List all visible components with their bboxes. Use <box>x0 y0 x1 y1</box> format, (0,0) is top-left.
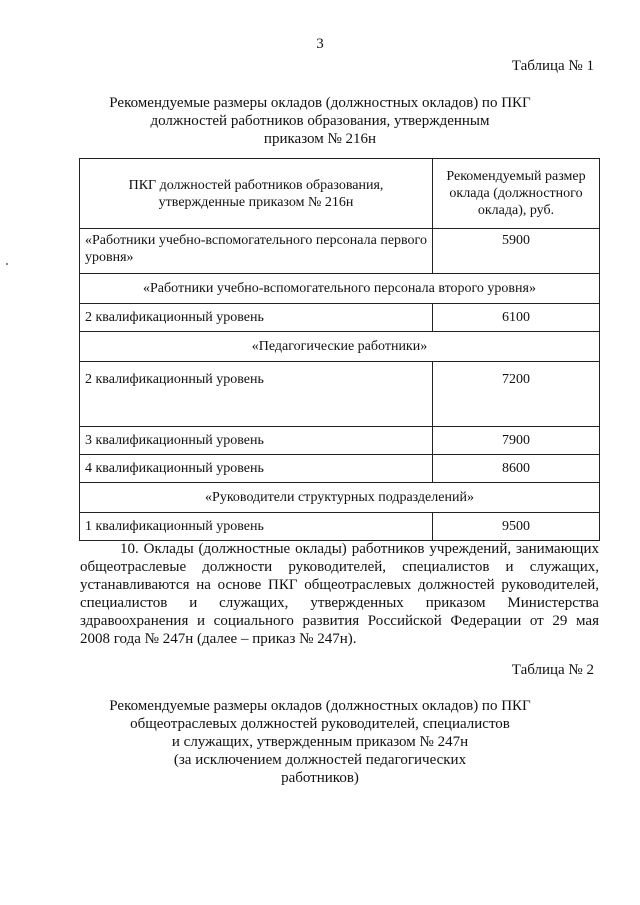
paragraph-10 <box>80 540 599 648</box>
heading-line: приказом № 216н <box>263 131 377 147</box>
table-row <box>80 362 600 427</box>
table-row <box>80 304 600 332</box>
paragraph-line: 2008 года № 247н (далее – приказ № 247н). <box>80 631 357 647</box>
word: и <box>189 595 198 611</box>
table-row <box>80 455 600 483</box>
header-cell-salary: Рекомендуемый размер оклада (должностного оклада), руб. <box>433 159 600 229</box>
salary-table-1 <box>79 158 600 541</box>
heading-line: общеотраслевых должностей руководителей, специалистов <box>130 716 510 732</box>
row-label: «Работники учебно-вспомогательного персонала первого уровня» <box>80 229 433 274</box>
paragraph-line: общеотраслевые должности руководителей, специалистов и служащих, <box>80 559 599 575</box>
paragraph-line: устанавливаются на основе ПКГ общеотраслевых должностей руководителей, <box>80 577 599 593</box>
group-row <box>80 332 600 362</box>
heading-line: должностей работников образования, утвержденным <box>150 113 490 129</box>
table-row <box>80 427 600 455</box>
row-value: 7200 <box>433 362 600 427</box>
table-1-heading <box>80 94 560 148</box>
header-cell-pkg: ПКГ должностей работников образования, утвержденные приказом № 216н <box>80 159 433 229</box>
word: служащих, <box>219 595 289 611</box>
table-2-label: Таблица № 2 <box>511 662 594 678</box>
table-row <box>80 513 600 541</box>
row-label: 4 квалификационный уровень <box>80 455 433 483</box>
row-value: 7900 <box>433 427 600 455</box>
word: утвержденных <box>310 595 404 611</box>
heading-line: (за исключением должностей педагогических <box>173 752 467 768</box>
row-value: 6100 <box>433 304 600 332</box>
row-label: 2 квалификационный уровень <box>80 304 433 332</box>
group-label: «Работники учебно-вспомогательного персонала второго уровня» <box>80 274 600 304</box>
row-label: 1 квалификационный уровень <box>80 513 433 541</box>
heading-line: и служащих, утвержденным приказом № 247н <box>171 734 469 750</box>
scan-artifact <box>6 263 8 265</box>
table-header-row <box>80 159 600 229</box>
row-label: 3 квалификационный уровень <box>80 427 433 455</box>
paragraph-line-spread <box>80 594 599 612</box>
row-value: 8600 <box>433 455 600 483</box>
page-number: 3 <box>316 36 324 52</box>
heading-line: работников) <box>281 770 359 786</box>
row-value: 9500 <box>433 513 600 541</box>
group-row <box>80 483 600 513</box>
word: Министерства <box>507 595 599 611</box>
group-row <box>80 274 600 304</box>
row-value: 5900 <box>433 229 600 274</box>
heading-line: Рекомендуемые размеры окладов (должностных окладов) по ПКГ <box>109 95 531 111</box>
paragraph-line: здравоохранения и социального развития Российской Федерации от 29 мая <box>80 613 599 629</box>
group-label: «Руководители структурных подразделений» <box>80 483 600 513</box>
table-1-label: Таблица № 1 <box>511 58 594 74</box>
table-2-heading <box>80 697 560 787</box>
group-label: «Педагогические работники» <box>80 332 600 362</box>
row-label: 2 квалификационный уровень <box>80 362 433 427</box>
paragraph-line: 10. Оклады (должностные оклады) работников учреждений, занимающих <box>120 541 599 557</box>
heading-line: Рекомендуемые размеры окладов (должностных окладов) по ПКГ <box>109 698 531 714</box>
word: специалистов <box>80 595 168 611</box>
word: приказом <box>425 595 486 611</box>
table-row <box>80 229 600 274</box>
